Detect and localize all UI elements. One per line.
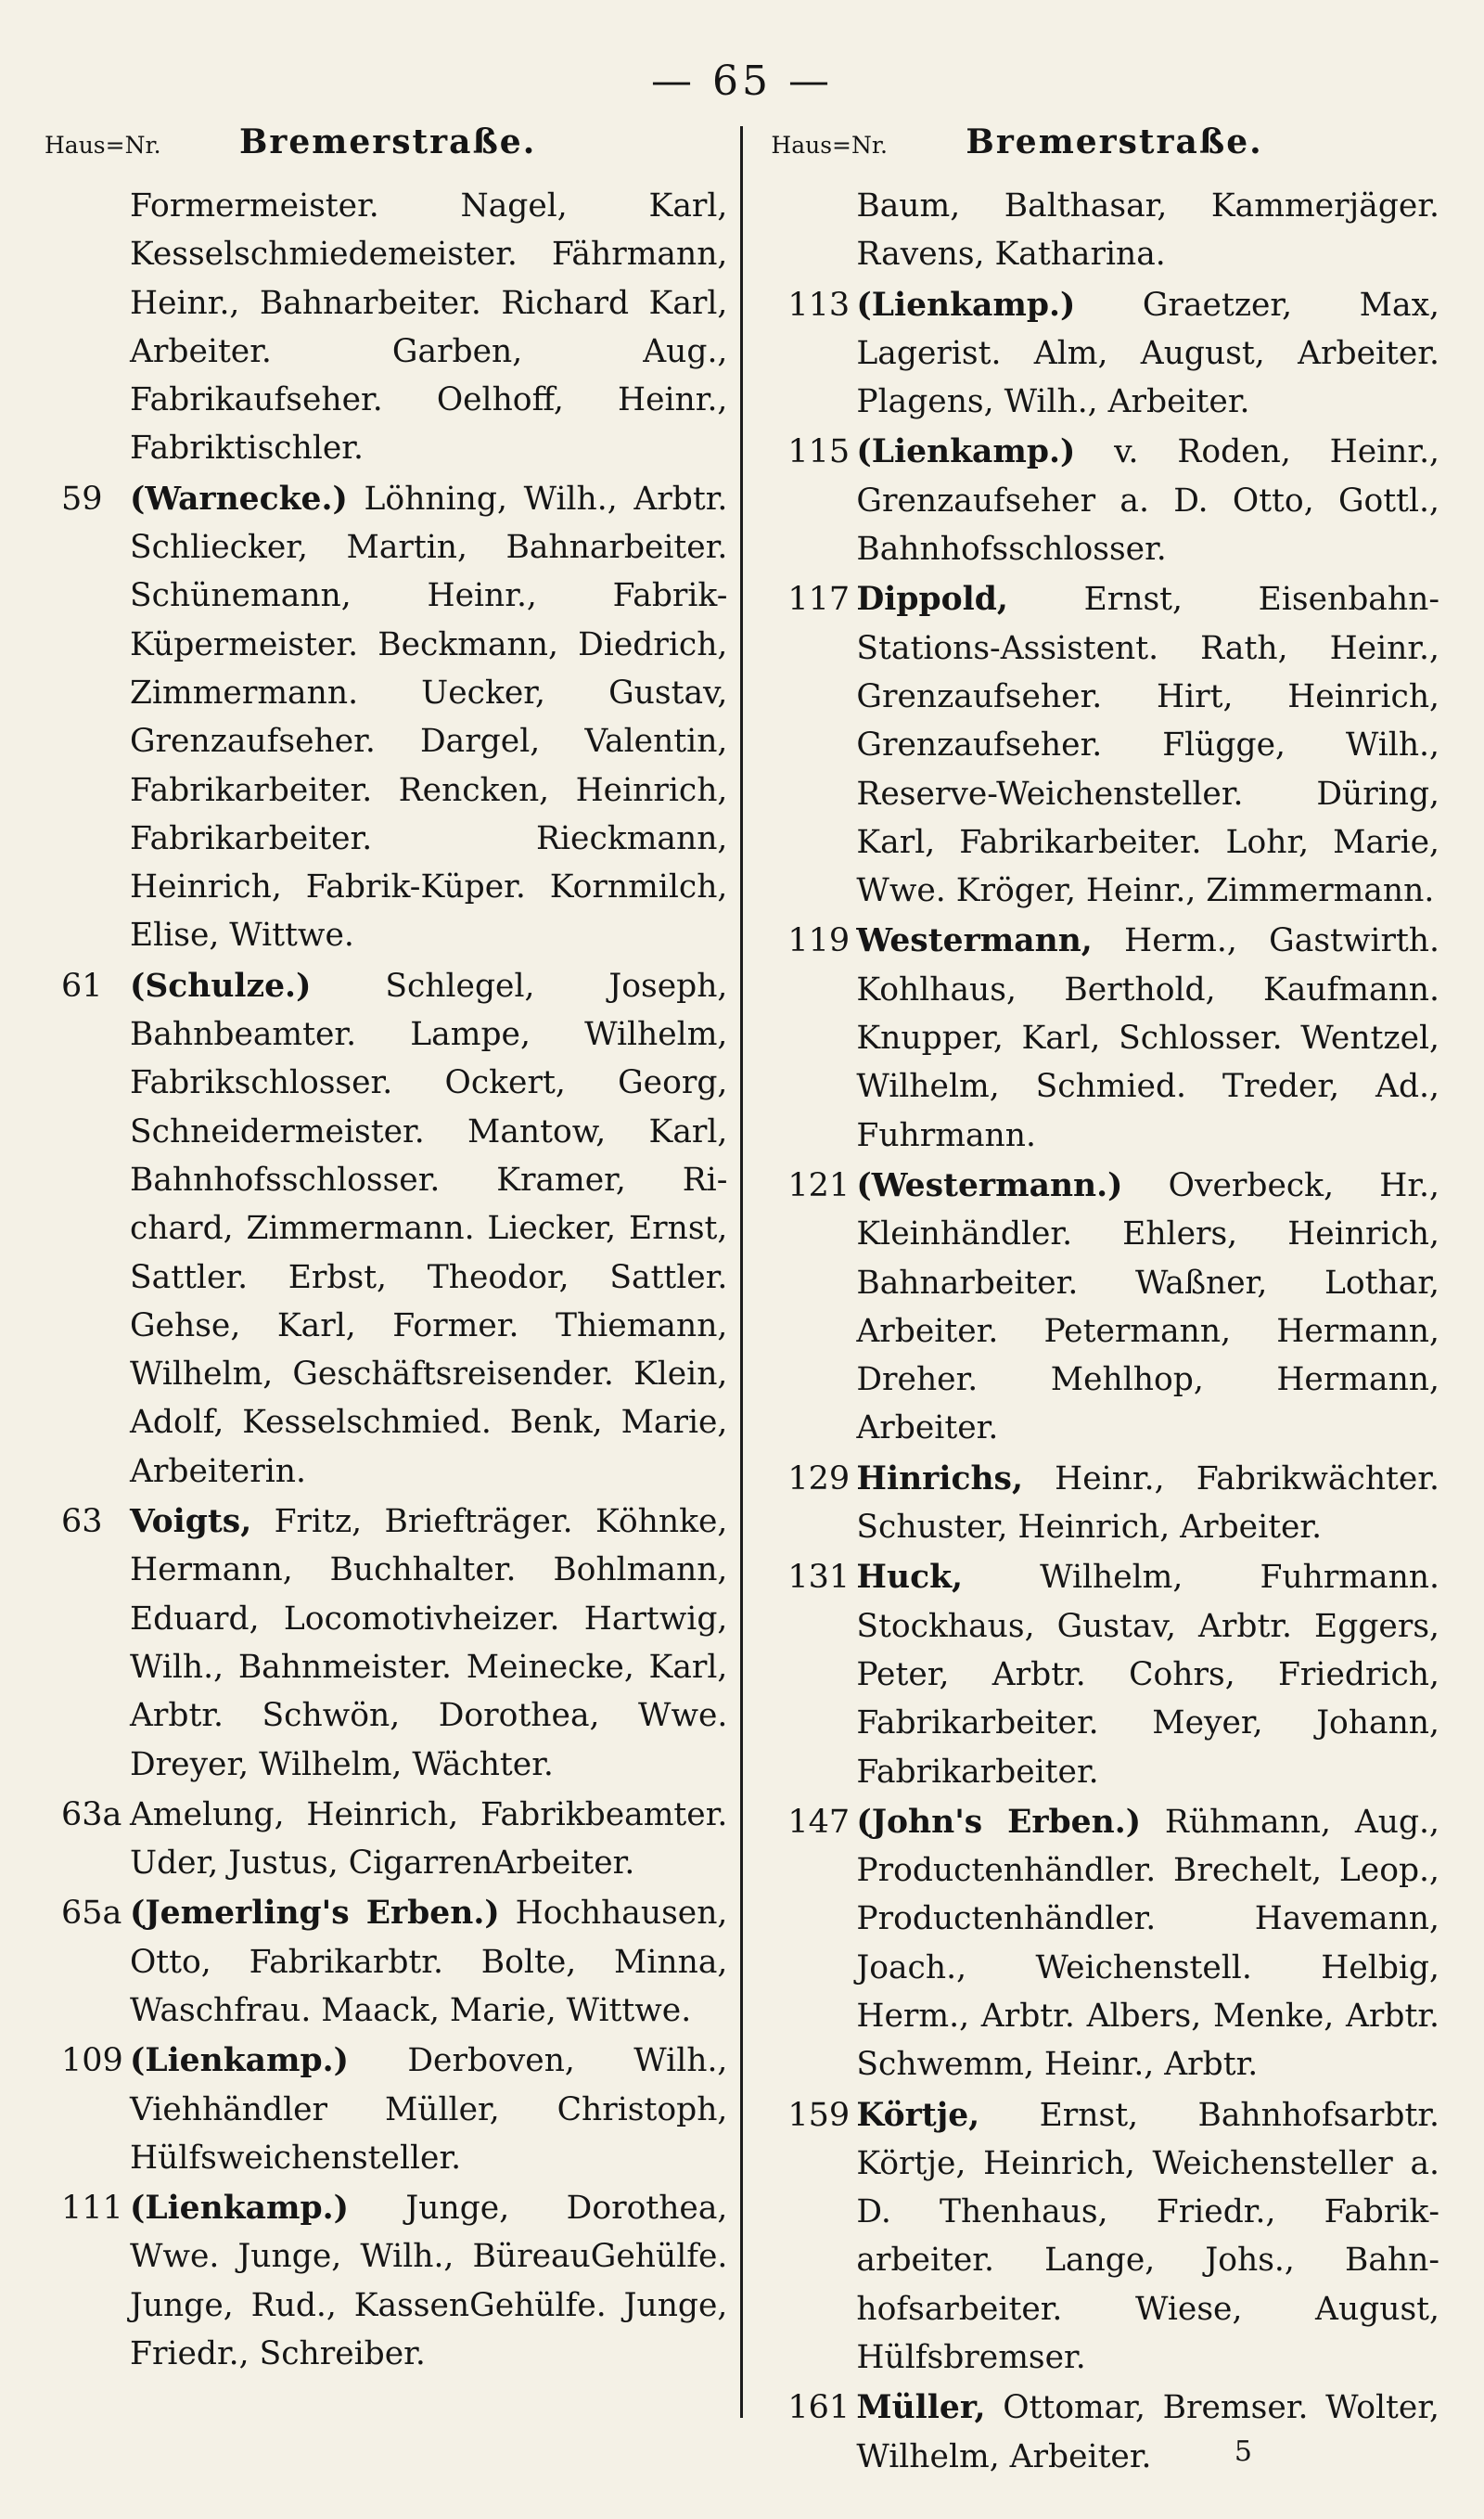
residents: Rühmann, Aug., Productenhändler. Brechelt, Leop., Productenhändler. Havemann, Joach., Weichenstell. Helbig, Herm., Arbtr. Albers, Menke, Arbtr. Schwemm, Heinr., Arbtr. bbox=[856, 1803, 1439, 2084]
entry-text bbox=[130, 1889, 727, 2035]
house-number: 161 bbox=[787, 2389, 851, 2427]
owner-name: (Lienkamp.) bbox=[130, 2190, 349, 2228]
residents: Schlegel, Joseph, Bahnbeamter. Lampe, Wilhelm, Fabrikschlosser. Ockert, Georg, Schneidermeister. Mantow, Karl, Bahnhofsschlosser. Kramer, Richard, Zimmermann. Liecker, Ernst, Sattler. Erbst, Theodor, Sattler. Gehse, Karl, Former. Thiemann, Wilhelm, Geschäftsreisender. Klein, Adolf, Kesselschmied. Benk, Marie, Arbeiterin. bbox=[130, 967, 728, 1490]
residents: Wilhelm, Fuhrmann. Stockhaus, Gustav, Arbtr. Eggers, Peter, Arbtr. Cohrs, Friedrich, Fabrikarbeiter. Meyer, Johann, Fabrikarbeiter. bbox=[856, 1559, 1439, 1791]
house-number: 65a bbox=[61, 1895, 122, 1933]
directory-entry bbox=[45, 475, 727, 960]
directory-entry bbox=[771, 182, 1439, 279]
directory-entry bbox=[771, 917, 1439, 1159]
entry-text bbox=[856, 428, 1439, 573]
directory-entry bbox=[45, 1497, 727, 1789]
house-number: 111 bbox=[61, 2190, 123, 2228]
directory-entry bbox=[771, 428, 1439, 573]
residents: Löhning, Wilh., Arbtr. Schliecker, Martin, Bahnarbeiter. Schünemann, Heinr., Fabrik-Küpermeister. Beckmann, Diedrich, Zimmermann. Uecker, Gustav, Grenzaufseher. Dargel, Valentin, Fabrikarbeiter. Rencken, Heinrich, Fabrikarbeiter. Rieckmann, Heinrich, Fabrik-Küper. Kornmilch, Elise, Wittwe. bbox=[130, 480, 728, 955]
left-column bbox=[45, 122, 740, 2442]
entry-text bbox=[856, 575, 1439, 915]
residents: Amelung, Heinrich, Fabrikbeamter. Uder, Justus, CigarrenArbeiter. bbox=[130, 1795, 728, 1883]
residents: Heinr., Fabrikwächter. Schuster, Heinrich, Arbeiter. bbox=[856, 1459, 1439, 1547]
entry-text bbox=[130, 182, 727, 473]
owner-name: (Schulze.) bbox=[130, 967, 312, 1005]
street-heading: Bremerstraße. bbox=[966, 122, 1263, 161]
house-number: 121 bbox=[787, 1166, 851, 1204]
owner-name: Huck, bbox=[856, 1559, 963, 1597]
residents: Junge, Dorothea, Wwe. Junge, Wilh., BüreauGehülfe. Junge, Rud., KassenGehülfe. Junge, Friedr., Schreiber. bbox=[130, 2190, 728, 2373]
directory-entry bbox=[771, 1455, 1439, 1552]
directory-entry bbox=[45, 2037, 727, 2182]
hausnr-label: Haus=Nr. bbox=[771, 132, 889, 159]
house-number bbox=[45, 182, 130, 473]
residents: Formermeister. Nagel, Karl, Kesselschmiedemeister. Fährmann, Heinr., Bahnarbeiter. Richard Karl, Arbeiter. Garben, Aug., Fabrikaufseher. Oelhoff, Heinr., Fabriktischler. bbox=[130, 187, 728, 468]
house-number: 131 bbox=[787, 1559, 851, 1597]
directory-entry bbox=[771, 575, 1439, 915]
directory-entry bbox=[45, 182, 727, 473]
entry-text bbox=[130, 962, 727, 1496]
entry-text bbox=[130, 2184, 727, 2378]
signature-mark: 5 bbox=[1234, 2435, 1252, 2468]
entry-text bbox=[130, 1497, 727, 1789]
owner-name: (Warnecke.) bbox=[130, 480, 348, 518]
entry-text bbox=[856, 1798, 1439, 2089]
entry-text bbox=[130, 1791, 727, 1888]
owner-name: (Jemerling's Erben.) bbox=[130, 1895, 500, 1933]
hausnr-label: Haus=Nr. bbox=[45, 132, 161, 159]
residents: Ernst, EisenbahnStations-Assistent. Rath, Heinr., Grenzaufseher. Hirt, Heinrich, Grenzaufseher. Flügge, Wilh., Reserve-Weichensteller. Düring, Karl, Fabrikarbeiter. Lohr, Marie, Wwe. Kröger, Heinr., Zimmermann. bbox=[856, 581, 1439, 910]
owner-name: (Westermann.) bbox=[856, 1166, 1123, 1204]
owner-name: Müller, bbox=[856, 2389, 986, 2427]
directory-entry bbox=[45, 2184, 727, 2378]
right-column bbox=[743, 122, 1439, 2475]
owner-name: Westermann, bbox=[856, 922, 1093, 960]
house-number: 113 bbox=[787, 286, 851, 324]
house-number bbox=[771, 182, 856, 279]
residents: Fritz, Briefträger. Köhnke, Hermann, Buchhalter. Bohlmann, Eduard, Locomotivheizer. Hartwig, Wilh., Bahnmeister. Meinecke, Karl, Arbtr. Schwön, Dorothea, Wwe. Dreyer, Wilhelm, Wächter. bbox=[130, 1503, 728, 1783]
entry-text bbox=[856, 1162, 1439, 1453]
residents: Graetzer, Max, Lagerist. Alm, August, Arbeiter. Plagens, Wilh., Arbeiter. bbox=[856, 286, 1439, 421]
owner-name: Körtje, bbox=[856, 2096, 980, 2134]
entry-text bbox=[856, 2384, 1439, 2481]
house-number: 159 bbox=[787, 2096, 851, 2134]
entry-text bbox=[130, 475, 727, 960]
owner-name: Voigts, bbox=[130, 1503, 252, 1541]
right-column-header bbox=[771, 122, 1439, 176]
residents: Ernst, Bahnhofsarbtr. Körtje, Heinrich, Weichensteller a. D. Thenhaus, Friedr., Fabrikarbeiter. Lange, Johs., Bahnhofsarbeiter. Wiese, August, Hülfsbremser. bbox=[856, 2096, 1439, 2377]
directory-entry bbox=[771, 281, 1439, 427]
directory-entry bbox=[45, 1791, 727, 1888]
entry-text bbox=[856, 917, 1439, 1159]
entry-text bbox=[856, 1455, 1439, 1552]
street-heading: Bremerstraße. bbox=[239, 122, 537, 161]
house-number: 63 bbox=[61, 1503, 103, 1541]
residents: Herm., Gastwirth. Kohlhaus, Berthold, Kaufmann. Knupper, Karl, Schlosser. Wentzel, Wilhelm, Schmied. Treder, Ad., Fuhrmann. bbox=[856, 922, 1439, 1154]
entry-text bbox=[130, 2037, 727, 2182]
directory-entry bbox=[45, 962, 727, 1496]
directory-entry bbox=[771, 1162, 1439, 1453]
house-number: 117 bbox=[787, 581, 851, 619]
owner-name: (Lienkamp.) bbox=[856, 286, 1076, 324]
house-number: 109 bbox=[61, 2042, 123, 2080]
directory-entry bbox=[771, 1798, 1439, 2089]
owner-name: (Lienkamp.) bbox=[130, 2042, 349, 2080]
entry-text bbox=[856, 281, 1439, 427]
directory-entry bbox=[771, 1553, 1439, 1795]
house-number: 63a bbox=[61, 1795, 122, 1833]
house-number: 119 bbox=[787, 922, 851, 960]
house-number: 147 bbox=[787, 1803, 851, 1841]
owner-name: (Lienkamp.) bbox=[856, 433, 1076, 471]
house-number: 61 bbox=[61, 967, 103, 1005]
columns bbox=[45, 122, 1439, 2475]
page-number: — 65 — bbox=[651, 58, 833, 105]
residents: v. Roden, Heinr., Grenzaufseher a. D. Otto, Gottl., Bahnhofsschlosser. bbox=[856, 433, 1439, 569]
left-column-header bbox=[45, 122, 727, 176]
residents: Overbeck, Hr., Kleinhändler. Ehlers, Heinrich, Bahnarbeiter. Waßner, Lothar, Arbeiter. Petermann, Hermann, Dreher. Mehlhop, Hermann, Arbeiter. bbox=[856, 1166, 1439, 1447]
owner-name: (John's Erben.) bbox=[856, 1803, 1142, 1841]
directory-entry bbox=[45, 1889, 727, 2035]
house-number: 115 bbox=[787, 433, 851, 471]
residents: Derboven, Wilh., Viehhändler Müller, Christoph, Hülfsweichensteller. bbox=[130, 2042, 728, 2177]
owner-name: Dippold, bbox=[856, 581, 1008, 619]
house-number: 129 bbox=[787, 1459, 851, 1497]
entry-text bbox=[856, 1553, 1439, 1795]
residents: Hochhausen, Otto, Fabrikarbtr. Bolte, Minna, Waschfrau. Maack, Marie, Wittwe. bbox=[130, 1895, 728, 2029]
entry-text bbox=[856, 2091, 1439, 2383]
directory-entry bbox=[771, 2091, 1439, 2383]
residents: Ottomar, Bremser. Wolter, Wilhelm, Arbeiter. bbox=[856, 2389, 1439, 2475]
house-number: 59 bbox=[61, 480, 103, 518]
owner-name: Hinrichs, bbox=[856, 1459, 1023, 1497]
entry-text bbox=[856, 182, 1439, 279]
residents: Baum, Balthasar, Kammerjäger. Ravens, Katharina. bbox=[856, 187, 1439, 274]
directory-entry bbox=[771, 2384, 1439, 2481]
